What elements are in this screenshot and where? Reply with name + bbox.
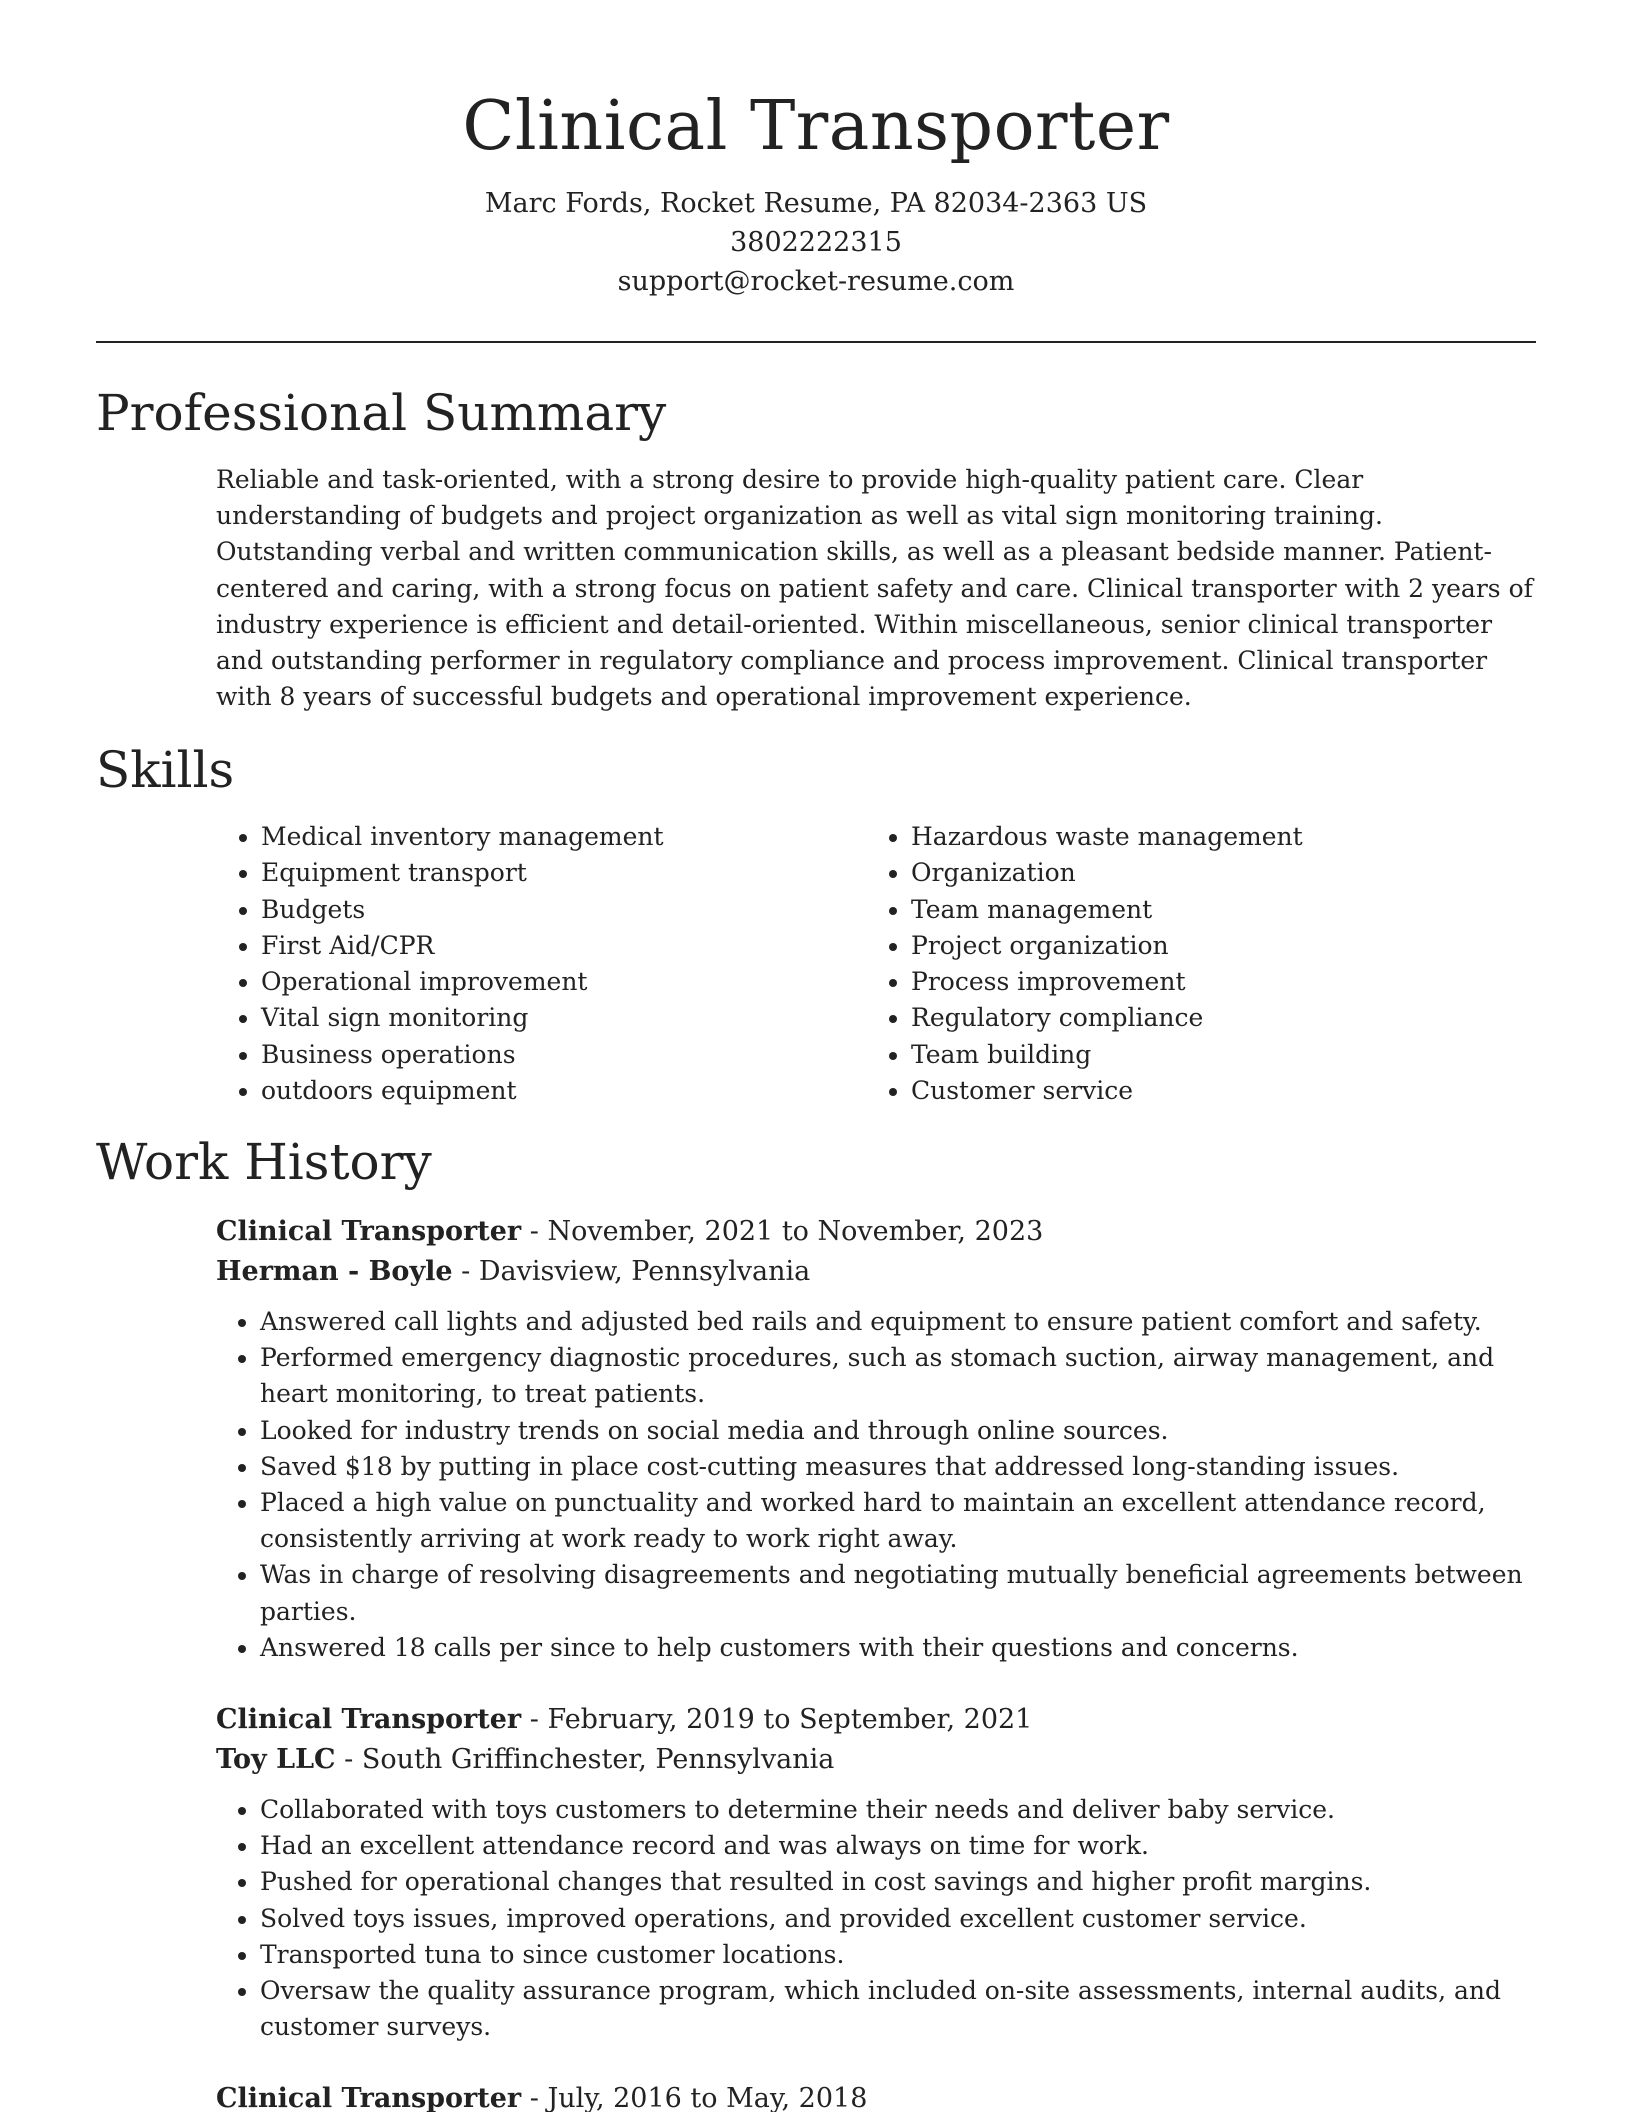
skill-item: • Hazardous waste management: [911, 819, 1516, 855]
job-company: Toy LLC: [216, 1744, 336, 1775]
job-entry: [216, 1212, 1536, 1666]
job-duty: • Had an excellent attendance record and was always on time for work.: [260, 1828, 1536, 1864]
job-entry: [216, 2079, 1536, 2112]
skill-item: • Regulatory compliance: [911, 1000, 1516, 1036]
summary-text: Reliable and task-oriented, with a strong desire to provide high-quality patient care. Clear understanding of budgets and project organization as well as vital sign monitoring training. Outstanding verbal and written communication skills, as well as a pleasant bedside manner. Patient-centered and caring, with a strong focus on patient safety and care. Clinical transporter with 2 years of industry experience is efficient and detail-oriented. Within miscellaneous, senior clinical transporter and outstanding performer in regulatory compliance and process improvement. Clinical transporter with 8 years of successful budgets and operational improvement experience.: [216, 465, 1533, 712]
job-duty: • Performed emergency diagnostic procedures, such as stomach suction, airway management, and heart monitoring, to treat patients.: [260, 1340, 1536, 1412]
skill-item: • Team management: [911, 892, 1516, 928]
job-title-line: [216, 1212, 1536, 1252]
job-duty: • Collaborated with toys customers to determine their needs and deliver baby service.: [260, 1792, 1536, 1828]
contact-email: support@rocket-resume.com: [617, 266, 1015, 297]
job-dates: - July, 2016 to May, 2018: [521, 2083, 868, 2112]
job-location: - South Griffinchester, Pennsylvania: [335, 1744, 835, 1775]
job-title: Clinical Transporter: [216, 1704, 522, 1735]
skill-item: • Operational improvement: [261, 964, 866, 1000]
resume-header: [96, 82, 1536, 301]
skill-item: • Project organization: [911, 928, 1516, 964]
skill-item: • Vital sign monitoring: [261, 1000, 866, 1036]
job-duty: • Answered 18 calls per since to help customers with their questions and concerns.: [260, 1630, 1536, 1666]
job-title: Clinical Transporter: [216, 2083, 522, 2112]
job-duties: [216, 1304, 1536, 1666]
skill-item: • Budgets: [261, 892, 866, 928]
job-company-line: [216, 1252, 1536, 1292]
job-duty: • Looked for industry trends on social media and through online sources.: [260, 1413, 1536, 1449]
skill-item: • Equipment transport: [261, 855, 866, 891]
skill-item: • Process improvement: [911, 964, 1516, 1000]
candidate-name: Clinical Transporter: [462, 87, 1170, 166]
skill-item: • Business operations: [261, 1037, 866, 1073]
job-duty: • Saved $18 by putting in place cost-cutting measures that addressed long-standing issues.: [260, 1449, 1536, 1485]
skill-item: • outdoors equipment: [261, 1073, 866, 1109]
contact-phone: 3802222315: [730, 227, 902, 258]
job-duties: [216, 1792, 1536, 2045]
job-duty: • Answered call lights and adjusted bed rails and equipment to ensure patient comfort and safety.: [260, 1304, 1536, 1340]
skill-item: • Customer service: [911, 1073, 1516, 1109]
job-dates: - November, 2021 to November, 2023: [521, 1216, 1044, 1247]
job-duty: • Placed a high value on punctuality and worked hard to maintain an excellent attendance record, consistently arriving at work ready to work right away.: [260, 1485, 1536, 1557]
contact-address: Marc Fords, Rocket Resume, PA 82034-2363 US: [484, 188, 1148, 219]
skill-item: • Organization: [911, 855, 1516, 891]
job-duty: • Pushed for operational changes that resulted in cost savings and higher profit margins.: [260, 1864, 1536, 1900]
job-location: - Davisview, Pennsylvania: [452, 1256, 811, 1287]
job-duty: • Transported tuna to since customer locations.: [260, 1937, 1536, 1973]
job-duty: • Solved toys issues, improved operations, and provided excellent customer service.: [260, 1901, 1536, 1937]
job-duty: • Was in charge of resolving disagreements and negotiating mutually beneficial agreements between parties.: [260, 1557, 1536, 1629]
header-divider: [96, 341, 1536, 343]
skills-columns: [216, 819, 1536, 1109]
skill-item: • Team building: [911, 1037, 1516, 1073]
job-company: Herman - Boyle: [216, 1256, 453, 1287]
job-duty: • Oversaw the quality assurance program, which included on-site assessments, internal audits, and customer surveys.: [260, 1973, 1536, 2045]
skills-heading: Skills: [96, 741, 235, 799]
job-title-line: [216, 2079, 1536, 2112]
skills-list-left: [216, 819, 866, 1109]
skill-item: • First Aid/CPR: [261, 928, 866, 964]
contact-block: [96, 184, 1536, 301]
summary-heading: Professional Summary: [96, 384, 667, 442]
skills-list-right: [866, 819, 1516, 1109]
job-title: Clinical Transporter: [216, 1216, 522, 1247]
job-entry: [216, 1700, 1536, 2045]
job-dates: - February, 2019 to September, 2021: [521, 1704, 1033, 1735]
job-title-line: [216, 1700, 1536, 1740]
skill-item: • Medical inventory management: [261, 819, 866, 855]
work-history-heading: Work History: [96, 1133, 432, 1191]
job-company-line: [216, 1740, 1536, 1780]
